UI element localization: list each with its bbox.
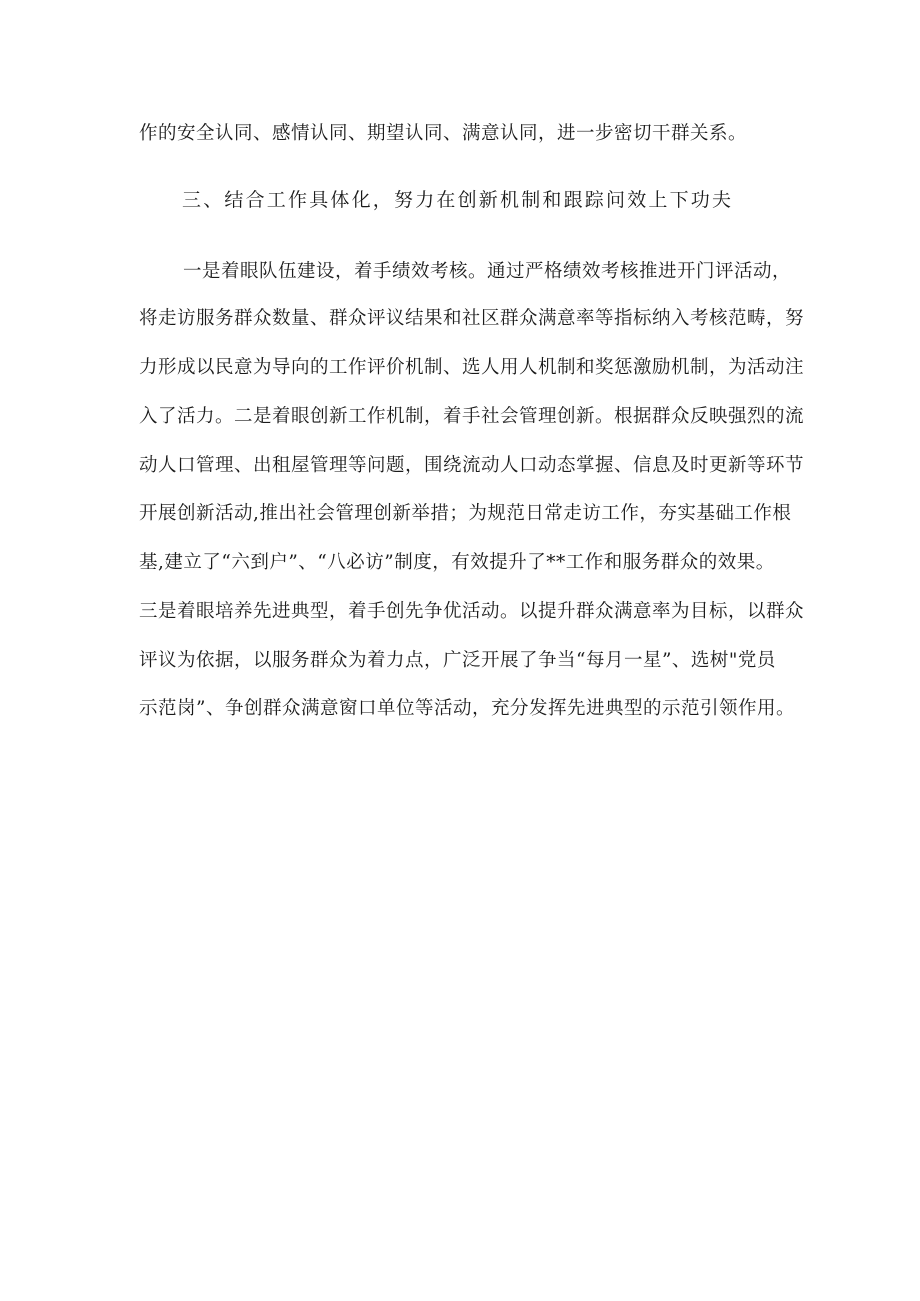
paragraph-line: 将走访服务群众数量、群众评议结果和社区群众满意率等指标纳入考核范畴，努 <box>139 308 805 329</box>
paragraph-line: 基,建立了“六到户”、“八必访”制度，有效提升了**工作和服务群众的效果。 <box>139 552 775 573</box>
intro-line: 作的安全认同、感情认同、期望认同、满意认同，进一步密切干群关系。 <box>139 123 748 144</box>
paragraph-line: 入了活力。二是着眼创新工作机制，着手社会管理创新。根据群众反映强烈的流 <box>139 406 805 427</box>
paragraph-line: 示范岗”、争创群众满意窗口单位等活动，充分发挥先进典型的示范引领作用。 <box>139 698 795 719</box>
paragraph-line: 一是着眼队伍建设，着手绩效考核。通过严格绩效考核推进开门评活动， <box>183 261 792 282</box>
paragraph-line: 动人口管理、出租屋管理等问题，围绕流动人口动态掌握、信息及时更新等环节 <box>139 455 805 476</box>
paragraph-line: 三是着眼培养先进典型，着手创先争优活动。以提升群众满意率为目标，以群众 <box>139 601 805 622</box>
section-heading: 三、结合工作具体化，努力在创新机制和跟踪问效上下功夫 <box>182 189 734 211</box>
paragraph-line: 评议为依据，以服务群众为着力点，广泛开展了争当“每月一星”、选树"党员 <box>139 650 776 671</box>
paragraph-line: 力形成以民意为导向的工作评价机制、选人用人机制和奖惩激励机制，为活动注 <box>139 357 805 378</box>
paragraph-line: 开展创新活动,推出社会管理创新举措；为规范日常走访工作，夯实基础工作根 <box>139 503 792 524</box>
